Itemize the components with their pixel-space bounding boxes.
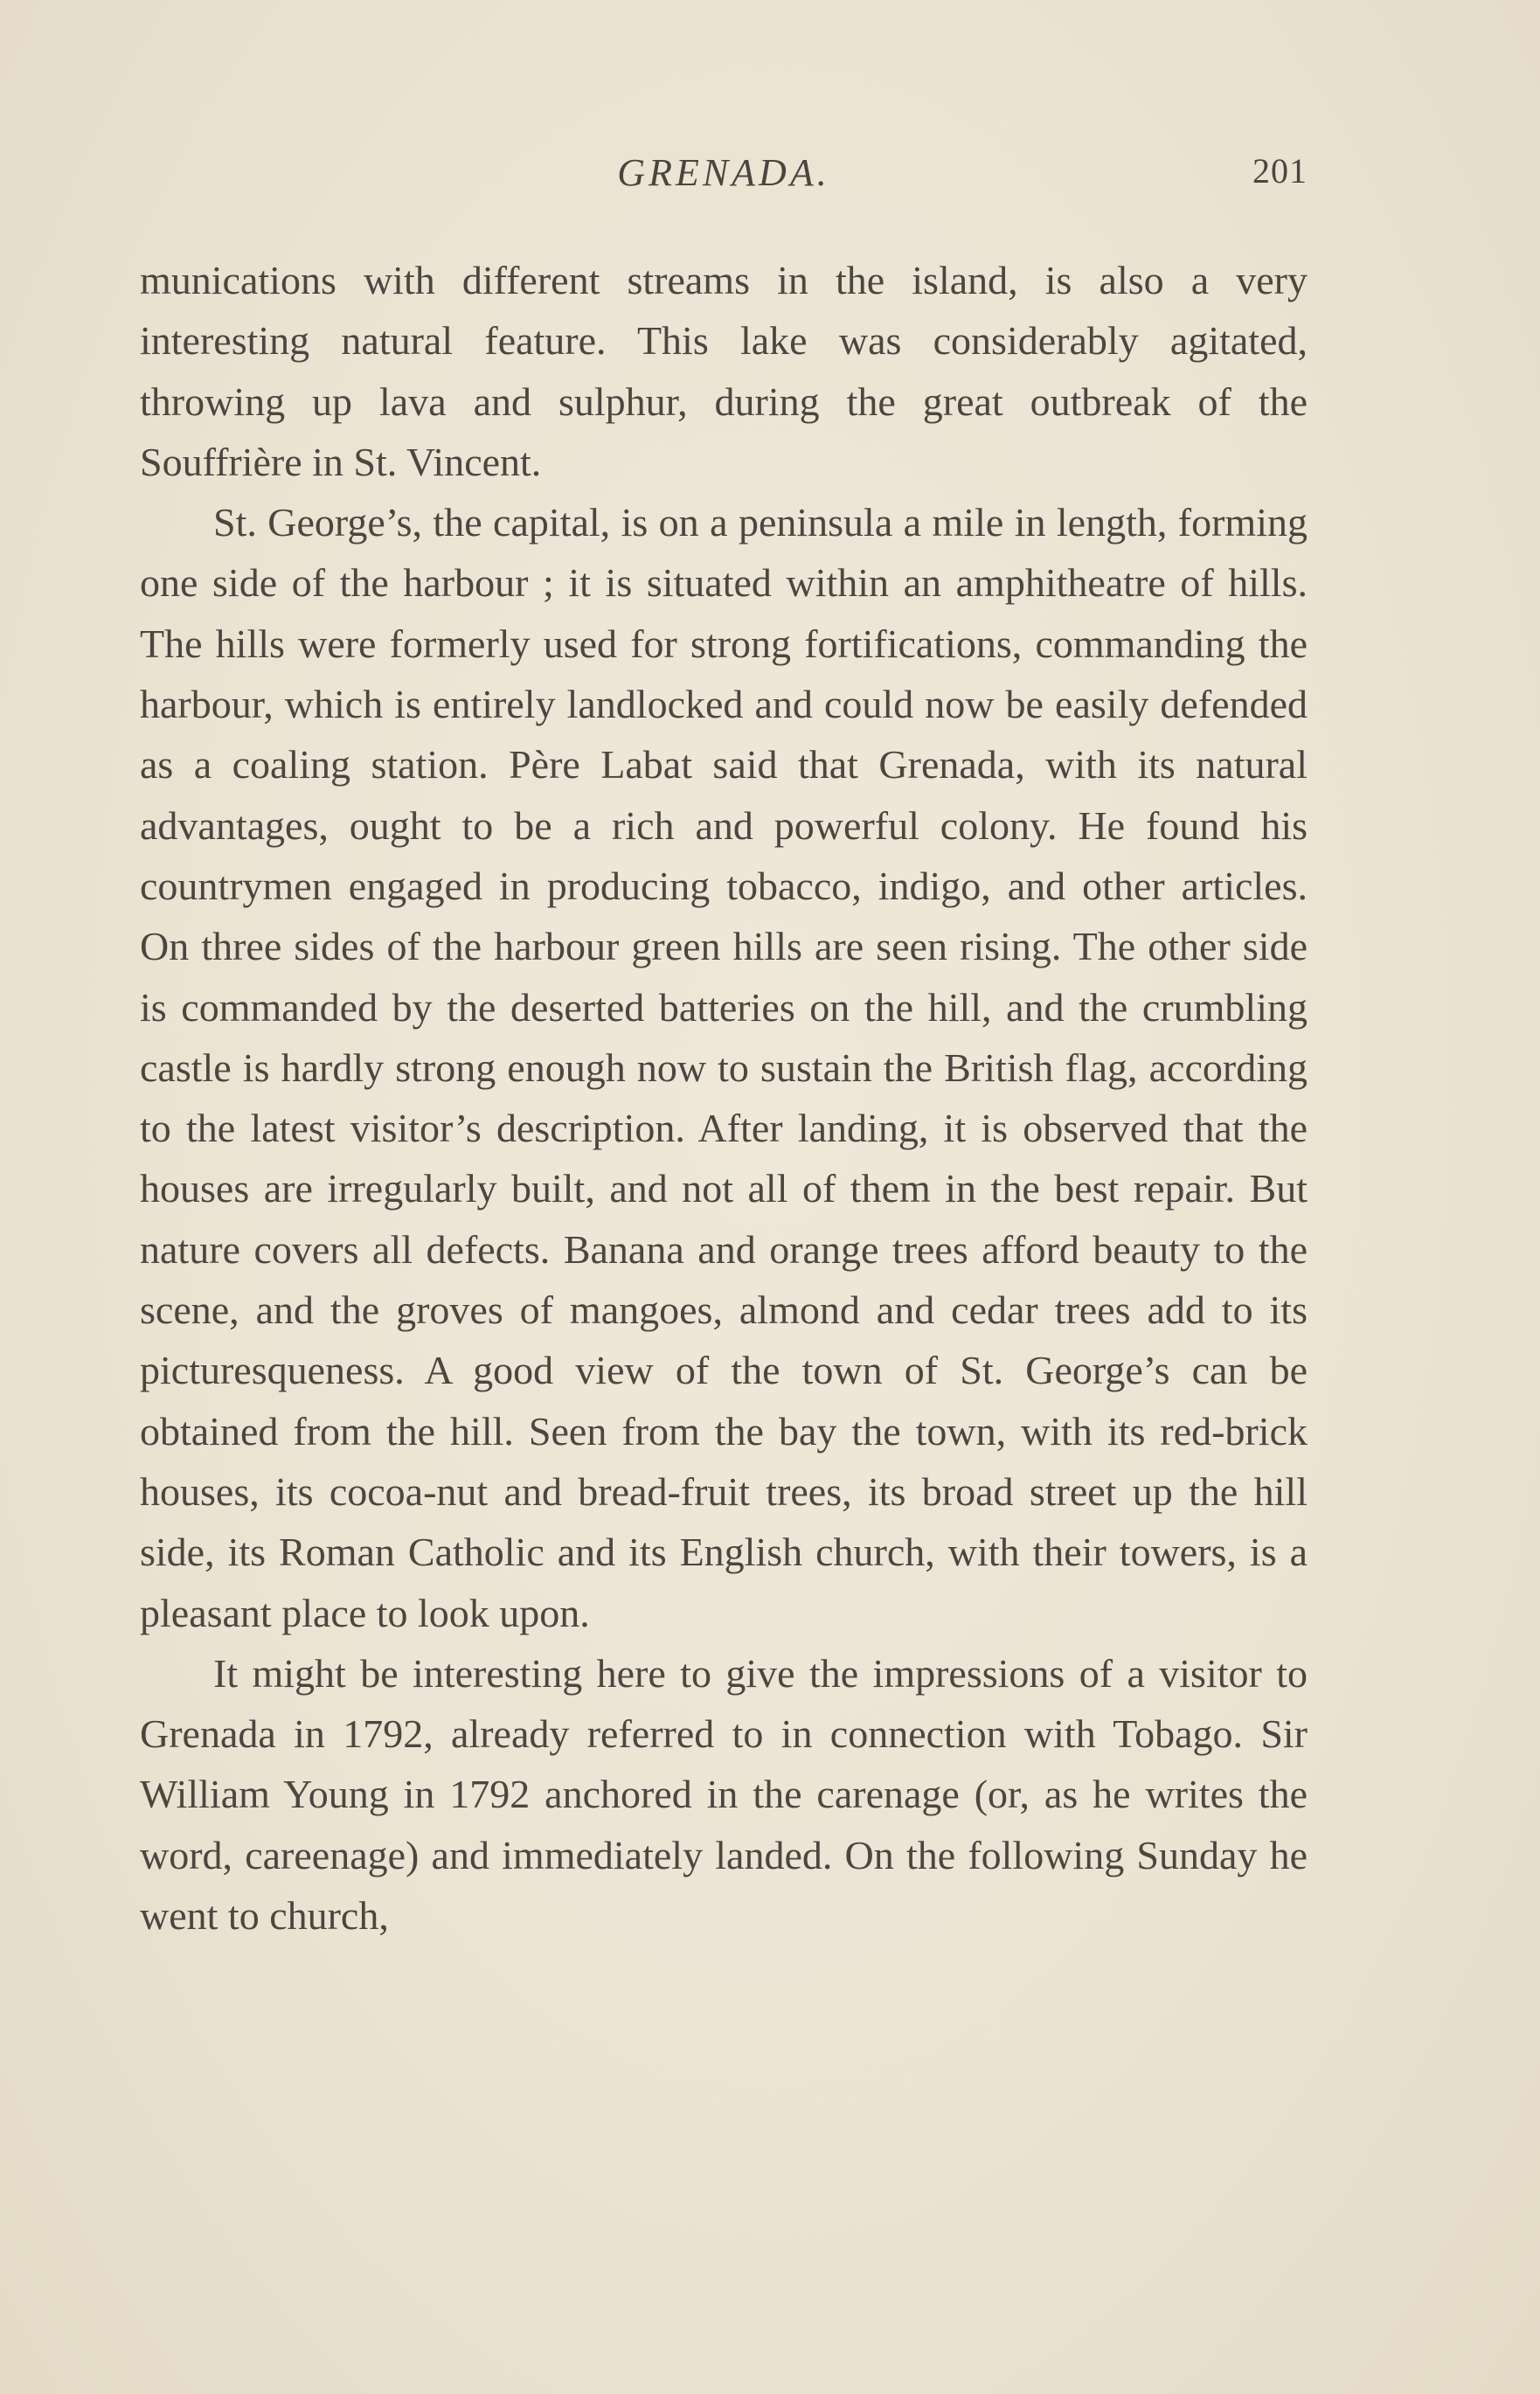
body-text [140, 250, 1308, 1946]
paragraph-st-georges: St. George’s, the capital, is on a peninsula a mile in length, forming one side of the harbour ; it is situated within an amphitheatre of hills. The hills were formerly used for strong fortifications, commanding the harbour, which is entirely landlocked and could now be easily defended as a coaling station. Père Labat said that Grenada, with its natural advantages, ought to be a rich and powerful colony. He found his countrymen engaged in producing tobacco, indigo, and other articles. On three sides of the harbour green hills are seen rising. The other side is commanded by the deserted batteries on the hill, and the crumbling castle is hardly strong enough now to sustain the British flag, according to the latest visitor’s description. After landing, it is observed that the houses are irregularly built, and not all of them in the best repair. But nature covers all defects. Banana and orange trees afford beauty to the scene, and the groves of mangoes, almond and cedar trees add to its picturesqueness. A good view of the town of St. George’s can be obtained from the hill. Seen from the bay the town, with its red-brick houses, its cocoa-nut and bread-fruit trees, its broad street up the hill side, its Roman Catholic and its English church, with their towers, is a pleasant place to look upon. [140, 500, 1308, 1635]
paragraph-visitor-impressions: It might be interesting here to give the impressions of a visitor to Grenada in 1792, already referred to in connection with Tobago. Sir William Young in 1792 anchored in the carenage (or, as he writes the word, careenage) and immediately landed. On the following Sunday he went to church, [140, 1650, 1308, 1939]
paragraph-continuation: munications with different streams in the island, is also a very interesting natural feature. This lake was considerably agitated, throwing up lava and sulphur, during the great outbreak of the Souffrière in St. Vincent. [140, 258, 1308, 484]
running-title: GRENADA. [617, 151, 830, 194]
page-header [140, 150, 1308, 203]
page-number: 201 [1252, 151, 1308, 191]
